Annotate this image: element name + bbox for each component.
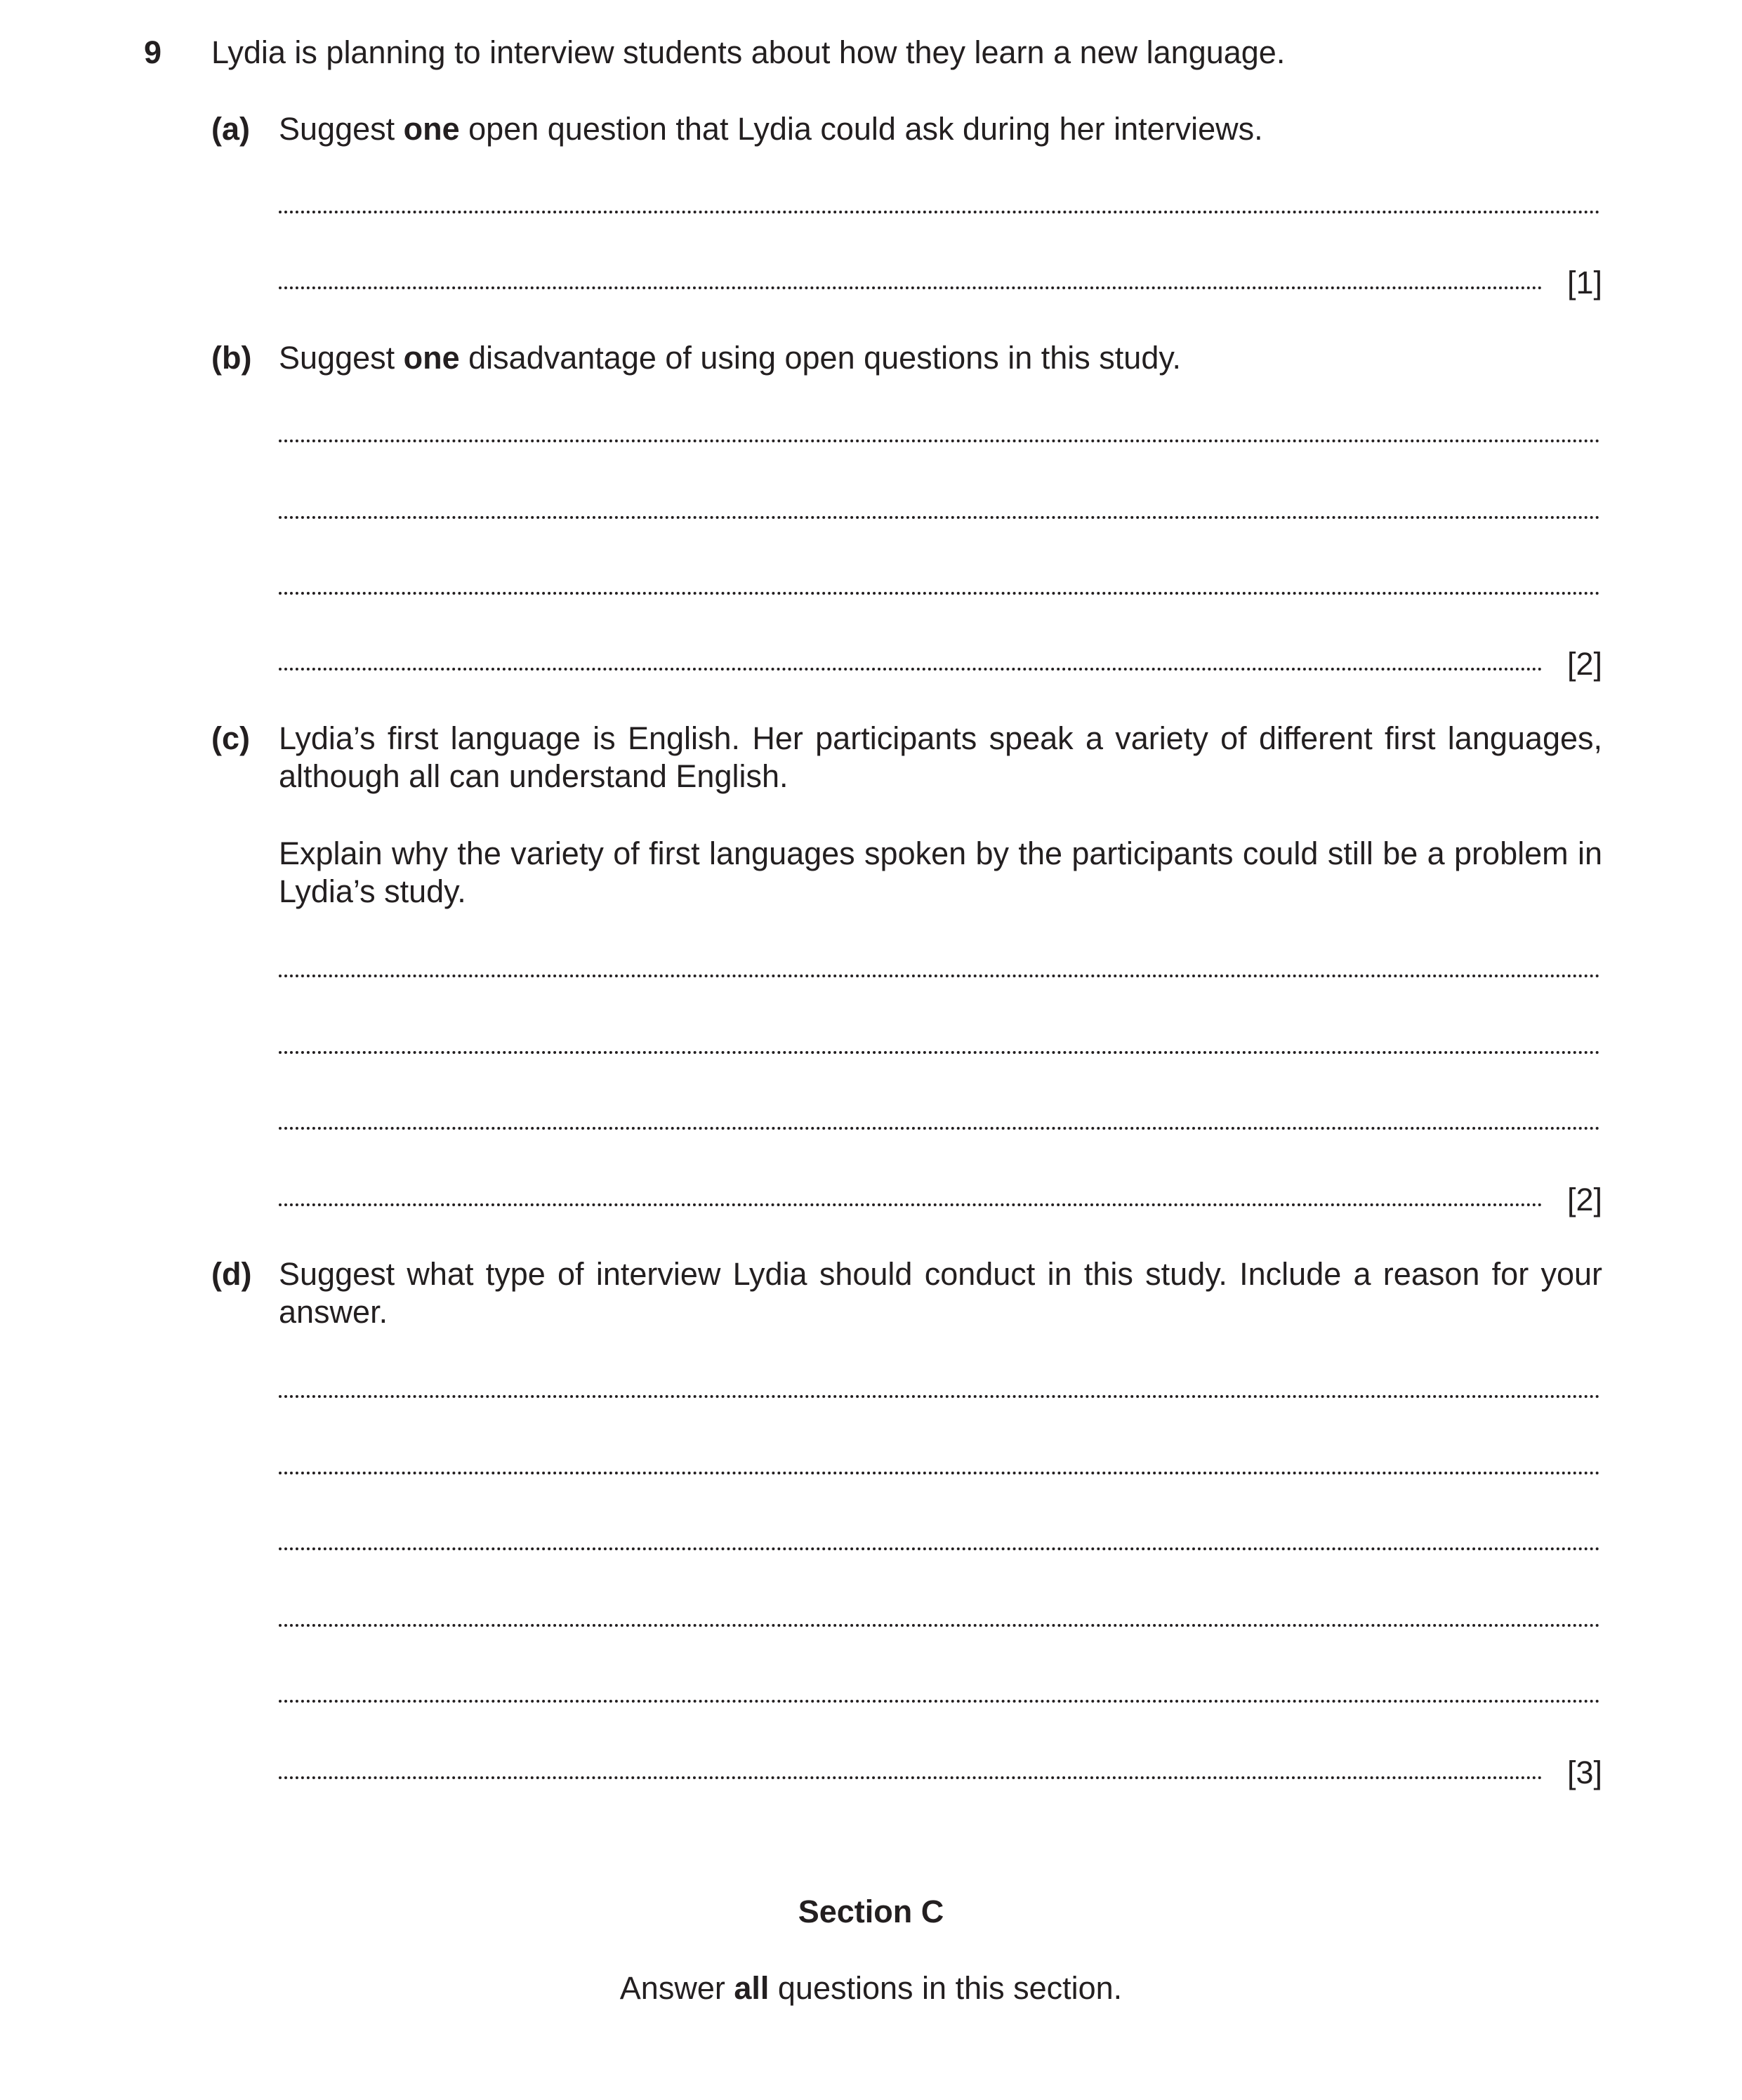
question-stem: Lydia is planning to interview students about how they learn a new language. <box>211 34 1286 70</box>
part-a-mark: [1] <box>1566 265 1602 301</box>
answer-line-d-4[interactable] <box>279 1624 1600 1627</box>
answer-line-d-5[interactable] <box>279 1700 1600 1703</box>
answer-line-b-2[interactable] <box>279 516 1600 519</box>
section-instruction: Answer all questions in this section. <box>619 1970 1123 2006</box>
part-c-mark: [2] <box>1566 1182 1602 1217</box>
part-c-prompt: Explain why the variety of first languages spoken by the participants could still be a problem in Lydia’s study. <box>279 836 1602 909</box>
answer-line-a-2[interactable] <box>279 286 1543 289</box>
part-d-label: (d) <box>211 1256 252 1292</box>
part-d-mark: [3] <box>1566 1755 1602 1790</box>
part-b-mark: [2] <box>1566 646 1602 682</box>
answer-line-d-3[interactable] <box>279 1547 1600 1550</box>
answer-line-c-1[interactable] <box>279 975 1600 977</box>
part-a-prompt: Suggest one open question that Lydia could ask during her interviews. <box>279 111 1263 147</box>
part-c-context: Lydia’s first language is English. Her participants speak a variety of different first languages, although all can understand English. <box>279 720 1602 794</box>
answer-line-b-4[interactable] <box>279 668 1543 671</box>
answer-line-c-2[interactable] <box>279 1051 1600 1054</box>
answer-line-c-4[interactable] <box>279 1203 1543 1206</box>
part-a-label: (a) <box>211 111 250 147</box>
part-b-prompt: Suggest one disadvantage of using open questions in this study. <box>279 340 1182 376</box>
question-number: 9 <box>144 34 162 70</box>
answer-line-c-3[interactable] <box>279 1127 1600 1130</box>
answer-line-b-1[interactable] <box>279 440 1600 442</box>
answer-line-d-2[interactable] <box>279 1472 1600 1474</box>
part-c-label: (c) <box>211 720 250 756</box>
section-title: Section C <box>798 1894 944 1929</box>
answer-line-d-1[interactable] <box>279 1395 1600 1398</box>
part-b-label: (b) <box>211 340 252 376</box>
part-d-prompt: Suggest what type of interview Lydia should conduct in this study. Include a reason for your answer. <box>279 1256 1602 1330</box>
answer-line-d-6[interactable] <box>279 1776 1543 1779</box>
answer-line-a-1[interactable] <box>279 211 1600 213</box>
answer-line-b-3[interactable] <box>279 592 1600 595</box>
